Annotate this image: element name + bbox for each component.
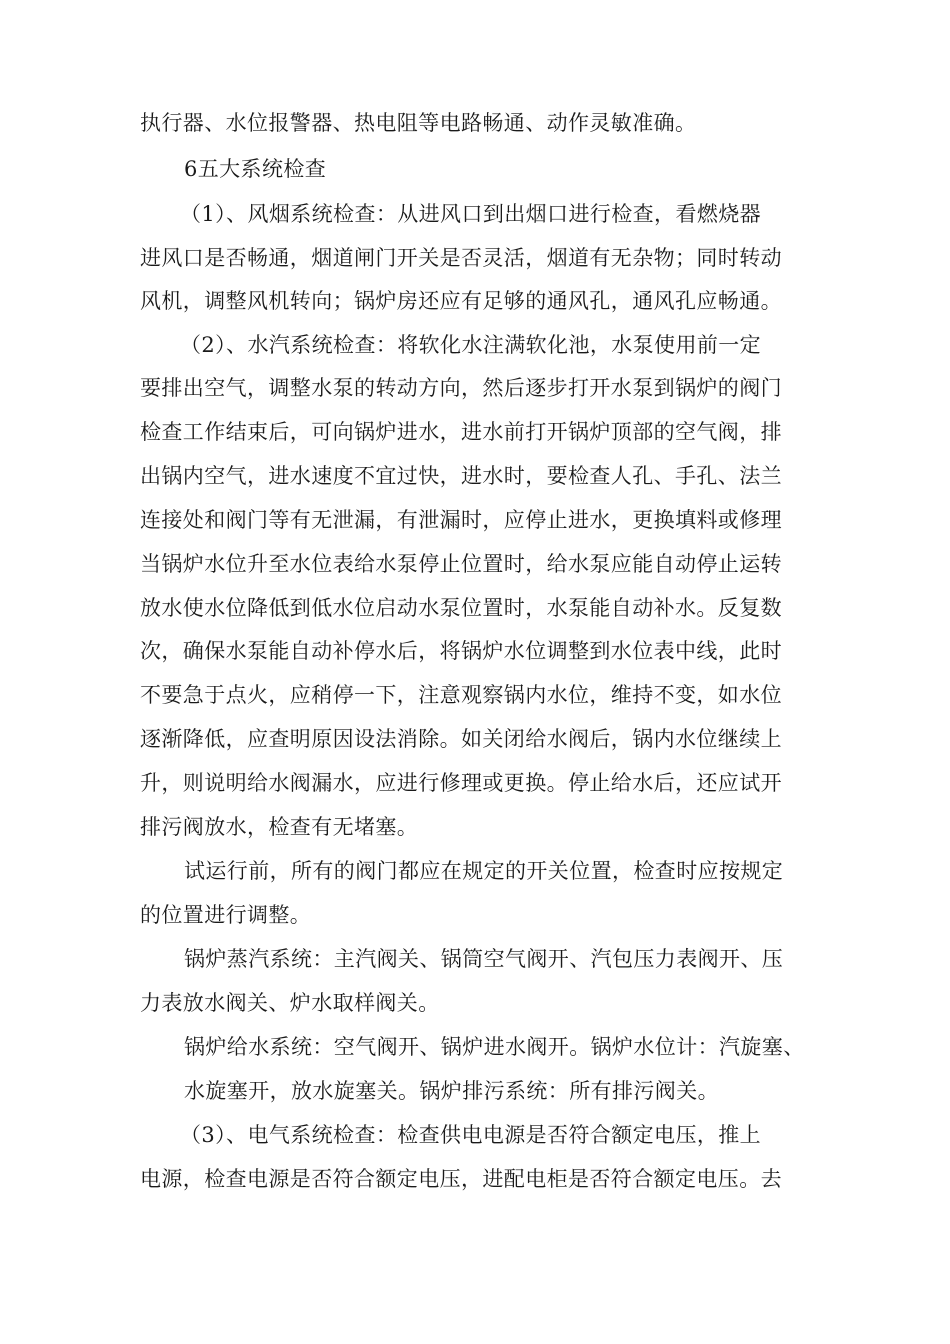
text-line: 排污阀放水，检查有无堵塞。 bbox=[140, 815, 419, 839]
text-line: 试运行前，所有的阀门都应在规定的开关位置，检查时应按规定 bbox=[184, 859, 784, 883]
text-line: 要排出空气，调整水泵的转动方向，然后逐步打开水泵到锅炉的阀门 bbox=[140, 376, 782, 400]
text-line: 执行器、水位报警器、热电阻等电路畅通、动作灵敏准确。 bbox=[140, 111, 697, 135]
text-line: 次，确保水泵能自动补停水后，将锅炉水位调整到水位表中线，此时 bbox=[140, 639, 782, 663]
text-line: 进风口是否畅通，烟道闸门开关是否灵活，烟道有无杂物；同时转动 bbox=[140, 246, 782, 270]
text-line: 检查工作结束后，可向锅炉进水，进水前打开锅炉顶部的空气阀，排 bbox=[140, 420, 782, 444]
text-line: 出锅内空气，进水速度不宜过快，进水时，要检查人孔、手孔、法兰 bbox=[140, 464, 782, 488]
section-heading: 6五大系统检查 bbox=[184, 157, 327, 181]
text-line: 水旋塞开，放水旋塞关。锅炉排污系统：所有排污阀关。 bbox=[184, 1079, 719, 1103]
text-line: （3）、电气系统检查：检查供电电源是否符合额定电压，推上 bbox=[180, 1123, 762, 1147]
text-line: 锅炉蒸汽系统：主汽阀关、锅筒空气阀开、汽包压力表阀开、压 bbox=[184, 947, 784, 971]
text-line: 力表放水阀关、炉水取样阀关。 bbox=[140, 991, 440, 1015]
text-line: 的位置进行调整。 bbox=[140, 903, 312, 927]
text-line: 锅炉给水系统：空气阀开、锅炉进水阀开。锅炉水位计：汽旋塞、 bbox=[184, 1035, 805, 1059]
text-line: 连接处和阀门等有无泄漏，有泄漏时，应停止进水，更换填料或修理 bbox=[140, 508, 782, 532]
text-line: 逐渐降低，应查明原因设法消除。如关闭给水阀后，锅内水位继续上 bbox=[140, 727, 782, 751]
text-line: 风机，调整风机转向；锅炉房还应有足够的通风孔，通风孔应畅通。 bbox=[140, 289, 782, 313]
text-line: 不要急于点火，应稍停一下，注意观察锅内水位，维持不变，如水位 bbox=[140, 683, 782, 707]
text-line: 升，则说明给水阀漏水，应进行修理或更换。停止给水后，还应试开 bbox=[140, 771, 782, 795]
text-line: 当锅炉水位升至水位表给水泵停止位置时，给水泵应能自动停止运转 bbox=[140, 552, 782, 576]
text-line: （2）、水汽系统检查：将软化水注满软化池，水泵使用前一定 bbox=[180, 333, 762, 357]
text-line: 电源，检查电源是否符合额定电压，进配电柜是否符合额定电压。去 bbox=[140, 1167, 782, 1191]
text-line: （1）、风烟系统检查：从进风口到出烟口进行检查，看燃烧器 bbox=[180, 202, 762, 226]
text-line: 放水使水位降低到低水位启动水泵位置时，水泵能自动补水。反复数 bbox=[140, 596, 782, 620]
